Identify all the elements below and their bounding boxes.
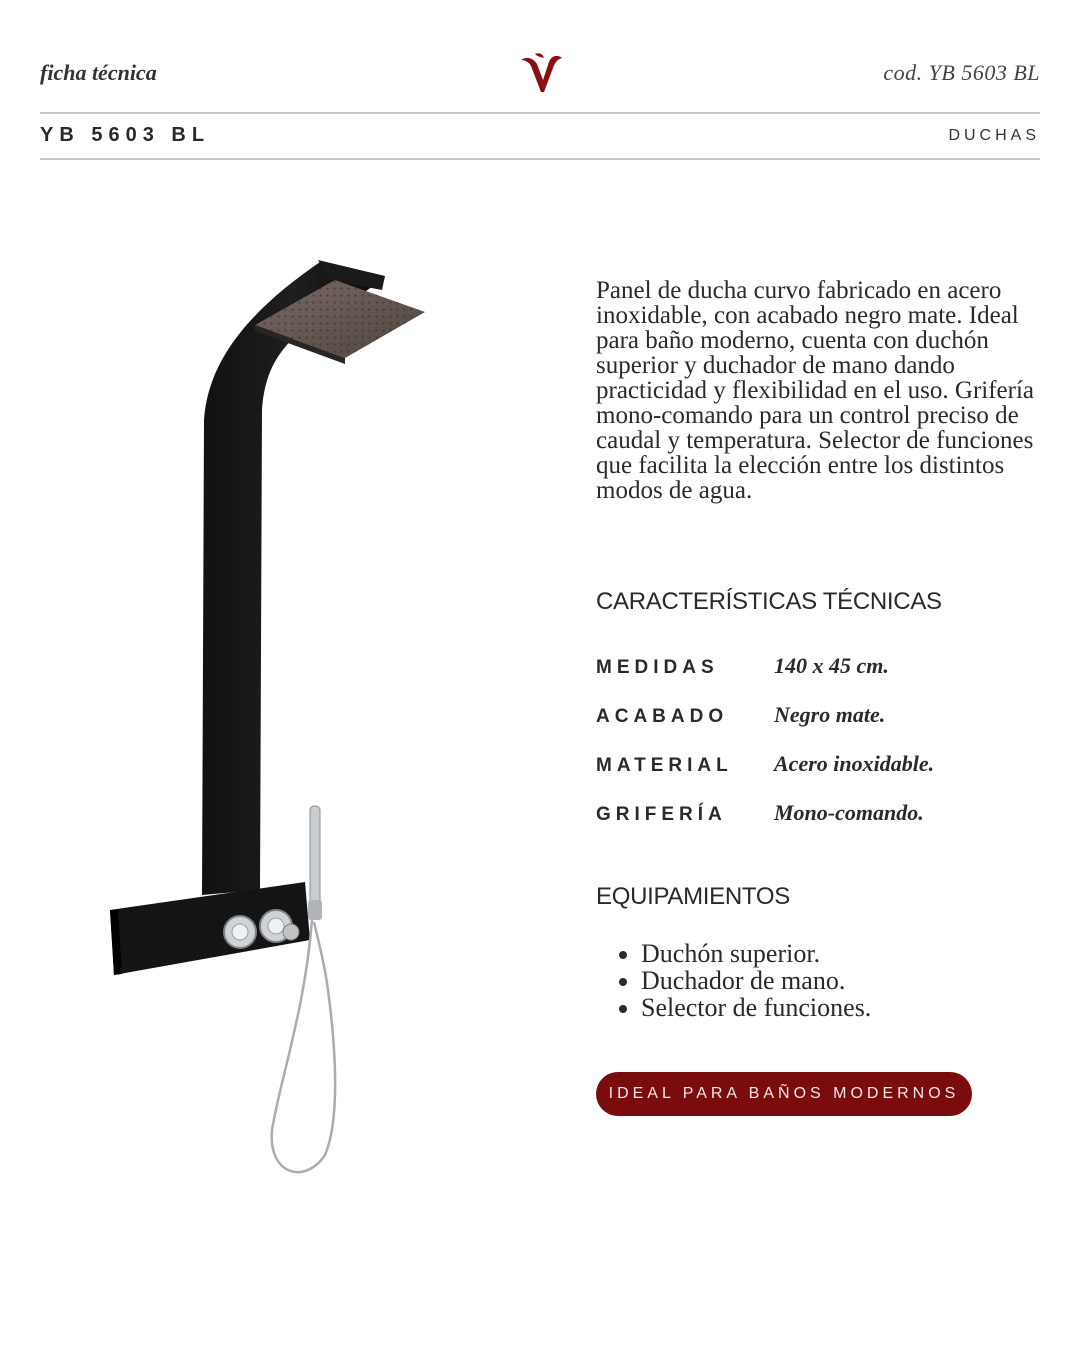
equipment-list (596, 940, 871, 1021)
header-divider (40, 112, 1040, 114)
spec-row-material (596, 751, 1036, 781)
specs-title: CARACTERÍSTICAS TÉCNICAS (596, 588, 942, 615)
spec-label: MEDIDAS (596, 657, 719, 678)
spec-row-acabado (596, 702, 1036, 732)
spec-label: GRIFERÍA (596, 804, 727, 825)
modern-bath-badge: IDEAL PARA BAÑOS MODERNOS (596, 1072, 972, 1116)
shower-panel-icon (100, 250, 450, 1190)
spec-value: 140 x 45 cm. (774, 653, 889, 678)
spec-value: Negro mate. (774, 702, 886, 727)
spec-row-griferia (596, 800, 1036, 830)
spec-value: Acero inoxidable. (774, 751, 935, 776)
product-code: cod. YB 5603 BL (883, 60, 1040, 85)
category-label: DUCHAS (948, 127, 1040, 144)
document-type-label: ficha técnica (40, 60, 157, 85)
spec-label: MATERIAL (596, 755, 733, 776)
equipment-title: EQUIPAMIENTOS (596, 883, 790, 910)
subheader-divider (40, 158, 1040, 160)
model-name: YB 5603 BL (40, 124, 211, 146)
brand-logo-icon (517, 50, 565, 96)
spec-value: Mono-comando. (774, 800, 924, 825)
spec-label: ACABADO (596, 706, 729, 727)
list-item: • Selector de funciones. (641, 994, 871, 1021)
list-item: • Duchón superior. (641, 940, 871, 967)
spec-row-medidas (596, 653, 1036, 683)
list-item: • Duchador de mano. (641, 967, 871, 994)
product-description: Panel de ducha curvo fabricado en acero inoxidable, con acabado negro mate. Ideal para baño moderno, cuenta con duchón superior y duchador de mano dando practicidad y flexibilidad en el uso. Grifería mono-comando para un control preciso de caudal y temperatura. Selector de funciones que facilita la elección entre los distintos modos de agua. (596, 277, 1035, 504)
